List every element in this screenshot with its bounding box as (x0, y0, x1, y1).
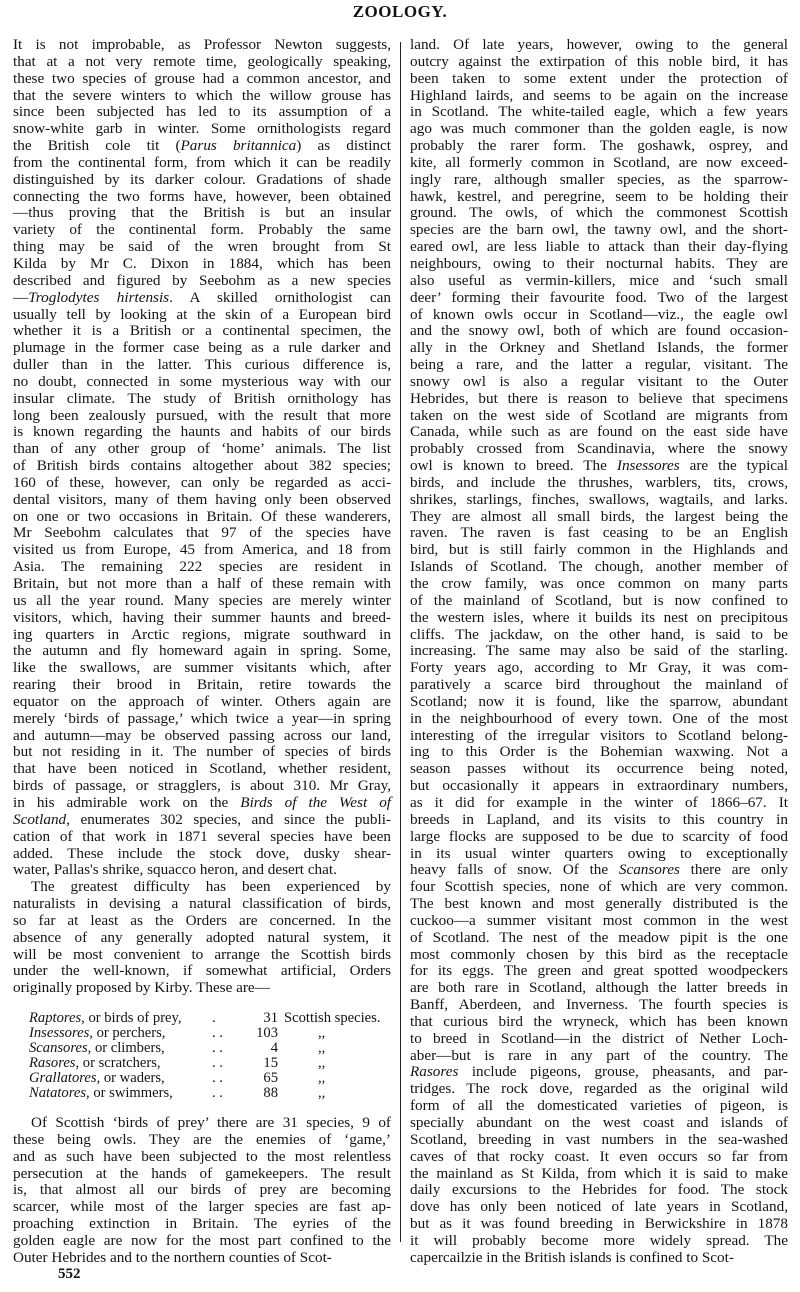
leader-dots: . (212, 1010, 216, 1027)
text-line: ground. The owls, of which the commonest Scottish (410, 204, 788, 222)
count-unit: ,, (318, 1085, 326, 1102)
species-count: 65 (263, 1070, 278, 1087)
text-line: us all the year round. Many species are merely winter (13, 591, 391, 609)
text-line: ing quarters in Arctic regions, migrate southward in (13, 625, 391, 643)
text-line: described and figured by Seebohm as a new species (13, 271, 391, 289)
text-line: so far at least as the Orders are concerned. In the (13, 911, 391, 929)
text-line: on one or two occasions in Britain. Of these wanderers, (13, 507, 391, 525)
count-unit: ,, (318, 1025, 326, 1042)
text-line: and as such have been subjected to the most relentless (13, 1147, 391, 1165)
paragraph-1 (13, 37, 391, 879)
text-line: water, Pallas's shrike, squacco heron, and desert chat. (13, 861, 337, 879)
text-line: are both rare in Scotland, although the latter breeds in (410, 979, 788, 997)
text-line: the mainland as St Kilda, from which it is said to make (410, 1164, 788, 1182)
text-line: but as it was found breeding in Berwickshire in 1878 (410, 1215, 788, 1233)
text-line: outcry against the extirpation of this noble bird, it has (410, 52, 788, 70)
text-line: thing may be said of the wren brought from St (13, 238, 391, 256)
text-line: in its usual winter quarters owing to exceptionally (410, 844, 788, 862)
leader-dots: . . (212, 1025, 223, 1042)
text-line: Hebrides, but there is reason to believe that specimens (410, 389, 788, 407)
left-column (13, 37, 391, 1267)
text-line: under the well-known, if somewhat artificial, Orders (13, 962, 391, 980)
text-line: distinguished by its darker colour. Gradations of shade (13, 170, 391, 188)
text-line: raven. The raven is fast ceasing to be an English (410, 524, 788, 542)
text-line: since been subjected has led to its assumption of a (13, 103, 391, 121)
text-line: birds, and include the thrushes, warblers, tits, crows, (410, 473, 788, 491)
text-line: tridges. The rock dove, regarded as the original wild (410, 1080, 788, 1098)
text-line: added. These include the stock dove, dusky shear- (13, 844, 391, 862)
text-line: naturalists in devising a natural classification of birds, (13, 895, 391, 913)
text-line: ingly rare, although smaller species, as the sparrow- (410, 170, 788, 188)
count-unit: ,, (318, 1070, 326, 1087)
text-line: cuckoo—a summer visitant most common in the west (410, 911, 788, 929)
text-line: but not residing in it. The number of species of birds (13, 743, 391, 761)
text-line: Banff, Aberdeen, and Inverness. The fourth species is (410, 996, 788, 1014)
text-line: is known regarding the haunts and habits of our birds (13, 423, 391, 441)
text-line: Outer Hebrides and to the northern counties of Scot- (13, 1248, 332, 1266)
text-line: that at a not very remote time, geologically speaking, (13, 52, 391, 70)
text-line: and autumn—may be observed passing across our land, (13, 726, 391, 744)
text-line: taken on the west side of Scotland are migrants from (410, 406, 788, 424)
running-header: ZOOLOGY. (352, 2, 448, 21)
text-line: the western isles, where it builds its nest on precipitous (410, 608, 788, 626)
text-line: They are almost all small birds, the largest being the (410, 507, 788, 525)
text-line: probably the rarer form. The goshawk, osprey, and (410, 137, 788, 155)
text-line: Highland lairds, and seems to be again on the increase (410, 86, 788, 104)
text-line: plumage in the former case being as a rule darker and (13, 339, 391, 357)
text-line: Forty years ago, according to Mr Gray, it was com- (410, 659, 788, 677)
text-line: Islands of Scotland. The chough, another member of (410, 558, 788, 576)
right-column (410, 37, 788, 1267)
text-line: eared owl, are less liable to attack than their day-flying (410, 238, 788, 256)
text-line: dental visitors, many of them having only been observed (13, 490, 391, 508)
species-count: 103 (256, 1025, 278, 1042)
text-line: in Scotland. The white-tailed eagle, which a few years (410, 103, 788, 121)
text-line: of Scotland. The nest of the meadow pipit is the one (410, 928, 788, 946)
page-number: 552 (58, 1266, 81, 1282)
text-line: absence of any generally adopted natural system, it (13, 928, 391, 946)
species-count: 4 (270, 1040, 278, 1057)
text-line: in the neighbourhood of every town. One of the most (410, 709, 788, 727)
text-line: Kilda by Mr C. Dixon in 1884, which has been (13, 254, 391, 272)
text-line: than of any other group of ‘home’ animals. The list (13, 440, 391, 458)
text-line: deer’ forming their favourite food. Two of the largest (410, 288, 788, 306)
text-line: Of Scottish ‘birds of prey’ there are 31 species, 9 of (31, 1114, 391, 1132)
count-unit: ,, (318, 1040, 326, 1057)
text-line: Scotland, enumerates 302 species, and since the publi- (13, 810, 391, 828)
text-line: variety of the continental form. Probably the same (13, 221, 391, 239)
text-line: golden eagle are now for the most part confined to the (13, 1232, 391, 1249)
text-line: like the swallows, are summer visitants which, after (13, 659, 391, 677)
text-line: form of all the domesticated varieties of pigeon, is (410, 1097, 788, 1115)
text-line: The greatest difficulty has been experienced by (31, 878, 391, 896)
text-line: will be most convenient to arrange the Scottish birds (13, 945, 391, 963)
text-line: aber—but is rare in any part of the country. The (410, 1046, 788, 1064)
text-line: —thus proving that the British is but an insular (13, 204, 391, 222)
text-line: being a rare, and the latter a regular, visitant. The (410, 356, 788, 374)
text-line: land. Of late years, however, owing to the general (410, 36, 788, 53)
text-line: of known owls occur in Scotland—viz., the eagle owl (410, 305, 788, 323)
count-unit: Scottish species. (284, 1010, 381, 1027)
text-line: —Troglodytes hirtensis. A skilled ornithologist can (13, 288, 391, 306)
order-row (29, 1041, 391, 1056)
text-line: owl is known to breed. The Insessores are the typical (410, 457, 789, 475)
text-line: Scotland; now it is found, like the sparrow, abundant (410, 692, 788, 710)
right-paragraph (410, 37, 788, 1267)
text-line: that the severe winters to which the willow grouse has (13, 86, 391, 104)
text-line: breeds in Lapland, and its visits to this country in (410, 810, 788, 828)
text-line: to breed in Scotland—in the district of Nether Loch- (410, 1029, 788, 1047)
text-line: Mr Seebohm calculates that 97 of the species have (13, 524, 391, 542)
text-line: shrikes, starlings, finches, swallows, wagtails, and larks. (410, 490, 788, 508)
text-line: insular climate. The study of British ornithology has (13, 389, 391, 407)
order-name: Insessores, or perchers, (29, 1025, 166, 1042)
order-row (29, 1086, 391, 1101)
order-row (29, 1071, 391, 1086)
text-line: also useful as vermin-killers, mice and ‘such small (410, 271, 788, 289)
text-line: heavy falls of snow. Of the Scansores there are only (410, 861, 788, 879)
text-line: persecution at the hands of gamekeepers. The result (13, 1164, 391, 1182)
order-name: Natatores, or swimmers, (29, 1085, 173, 1102)
text-line: species are the barn owl, the tawny owl, and the short- (410, 221, 788, 239)
paragraph-2 (13, 879, 391, 997)
text-line: probably crossed from Scandinavia, where the snowy (410, 440, 788, 458)
text-line: Britain, but not more than a half of these remain with (13, 575, 391, 592)
text-line: specially abundant on the west coast and islands of (410, 1114, 788, 1131)
text-line: hawk, kestrel, and peregrine, seem to be holding their (410, 187, 788, 205)
text-line: these two species of grouse had a common ancestor, and (13, 69, 391, 87)
text-line: from the continental form, from which it can be readily (13, 153, 391, 171)
text-line: bird, but is still fairly common in the Highlands and (410, 541, 788, 559)
text-line: neighbours, owing to their nocturnal habits. They are (410, 254, 788, 272)
text-line: rearing their brood in Britain, retire towards the (13, 676, 391, 694)
text-line: the crow family, was once common on many parts (410, 575, 788, 592)
text-line: but occasionally it appears in extraordinary numbers, (410, 777, 788, 795)
text-line: these being owls. They are the enemies of ‘game,’ (13, 1130, 391, 1148)
text-line: four Scottish species, none of which are very common. (410, 878, 788, 896)
text-line: the autumn and fly homeward again in spring. Some, (13, 642, 391, 660)
text-line: increasing. The same may also be said of the starling. (410, 642, 788, 660)
text-line: whether it is a British or a continental specimen, the (13, 322, 391, 340)
text-line: interesting of the irregular visitors to Scotland belong- (410, 726, 788, 744)
text-line: Rasores include pigeons, grouse, pheasants, and par- (410, 1063, 788, 1081)
text-line: for its eggs. The green and great spotted woodpeckers (410, 962, 788, 980)
text-line: daily excursions to the Hebrides for food. The stock (410, 1181, 788, 1199)
text-line: is, that almost all our birds of prey are becoming (13, 1181, 391, 1199)
text-line: visited us from Europe, 45 from America, and 18 from (13, 541, 391, 559)
text-line: originally proposed by Kirby. These are— (13, 979, 270, 997)
text-line: as it did for example in the winter of 1866–67. It (410, 793, 788, 811)
text-line: equator on the approach of winter. Others again are (13, 692, 391, 710)
text-line: birds of passage, or stragglers, is about 310. Mr Gray, (13, 777, 391, 795)
species-count: 31 (263, 1010, 278, 1027)
text-line: merely ‘birds of passage,’ which twice a year—in spring (13, 709, 391, 727)
text-line: season passes without its occurrence being noted, (410, 760, 788, 778)
text-line: large flocks are supposed to be due to scarcity of food (410, 827, 788, 845)
text-line: of British birds contains altogether about 382 species; (13, 457, 391, 475)
leader-dots: . . (212, 1070, 223, 1087)
order-name: Grallatores, or waders, (29, 1070, 165, 1087)
text-line: Asia. The remaining 222 species are resident in (13, 558, 391, 576)
leader-dots: . . (212, 1055, 223, 1072)
count-unit: ,, (318, 1055, 326, 1072)
text-line: ago was much commoner than the golden eagle, is now (410, 120, 788, 138)
species-count: 88 (263, 1085, 278, 1102)
text-line: visitors, which, having their summer haunts and breed- (13, 608, 391, 626)
leader-dots: . . (212, 1040, 223, 1057)
text-line: ing to this Order is the Bohemian waxwing. Not a (410, 743, 788, 761)
order-name: Scansores, or climbers, (29, 1040, 165, 1057)
order-row (29, 1026, 391, 1041)
text-line: caves of that rocky coast. It even occurs so far from (410, 1147, 788, 1165)
column-divider (400, 42, 401, 1242)
text-line: the British cole tit (Parus britannica) as distinct (13, 137, 391, 155)
order-name: Rasores, or scratchers, (29, 1055, 161, 1072)
text-line: no doubt, connected in some mysterious way with our (13, 372, 391, 390)
text-line: usually tell by looking at the skin of a European bird (13, 305, 391, 323)
text-line: that have been noticed in Scotland, whether resident, (13, 760, 391, 778)
text-line: ally in the Orkney and Shetland Islands, the former (410, 339, 788, 357)
text-line: scarcer, while most of the larger species are fast ap- (13, 1198, 391, 1216)
text-line: in his admirable work on the Birds of the West of (13, 793, 392, 811)
paragraph-3 (13, 1115, 391, 1267)
text-line: long been zealously pursued, with the result that more (13, 406, 391, 424)
text-line: capercailzie in the British islands is confined to Scot- (410, 1248, 734, 1266)
text-line: Canada, while such as are found on the east side have (410, 423, 788, 441)
text-line: it will probably become more widely spread. The (410, 1231, 788, 1249)
orders-table (29, 1011, 391, 1101)
text-line: Scotland, breeding in vast numbers in the sea-washed (410, 1130, 788, 1148)
text-line: 160 of these, however, can only be regarded as acci- (13, 473, 391, 491)
text-line: cation of that work in 1871 several species have been (13, 827, 391, 845)
text-line: dove has only been noticed of late years in Scotland, (410, 1198, 788, 1216)
text-line: It is not improbable, as Professor Newton suggests, (13, 36, 391, 53)
order-row (29, 1056, 391, 1071)
text-line: kite, all formerly common in Scotland, are now exceed- (410, 153, 788, 171)
text-line: been taken to some extent under the protection of (410, 69, 788, 87)
leader-dots: . . (212, 1085, 223, 1102)
text-line: most commonly chosen by this bird as the receptacle (410, 945, 788, 963)
text-line: and the snowy owl, both of which are found occasion- (410, 322, 788, 340)
text-line: snowy owl is also a regular visitant to the Outer (410, 372, 788, 390)
text-line: duller than in the latter. This curious difference is, (13, 356, 391, 374)
text-line: The best known and most generally distributed is the (410, 895, 788, 913)
text-line: that curious bird the wryneck, which has been known (410, 1012, 788, 1030)
text-line: proaching extinction in Britain. The eyries of the (13, 1215, 391, 1233)
species-count: 15 (263, 1055, 278, 1072)
text-line: connecting the two forms have, however, been obtained (13, 187, 391, 205)
order-name: Raptores, or birds of prey, (29, 1010, 182, 1027)
text-line: snow-white garb in winter. Some ornithologists regard (13, 120, 391, 138)
text-line: cliffs. The jackdaw, on the other hand, is said to be (410, 625, 788, 643)
order-row (29, 1011, 391, 1026)
text-line: of the mainland of Scotland, but is now confined to (410, 591, 788, 609)
text-line: paratively a scarce bird throughout the mainland of (410, 676, 788, 694)
